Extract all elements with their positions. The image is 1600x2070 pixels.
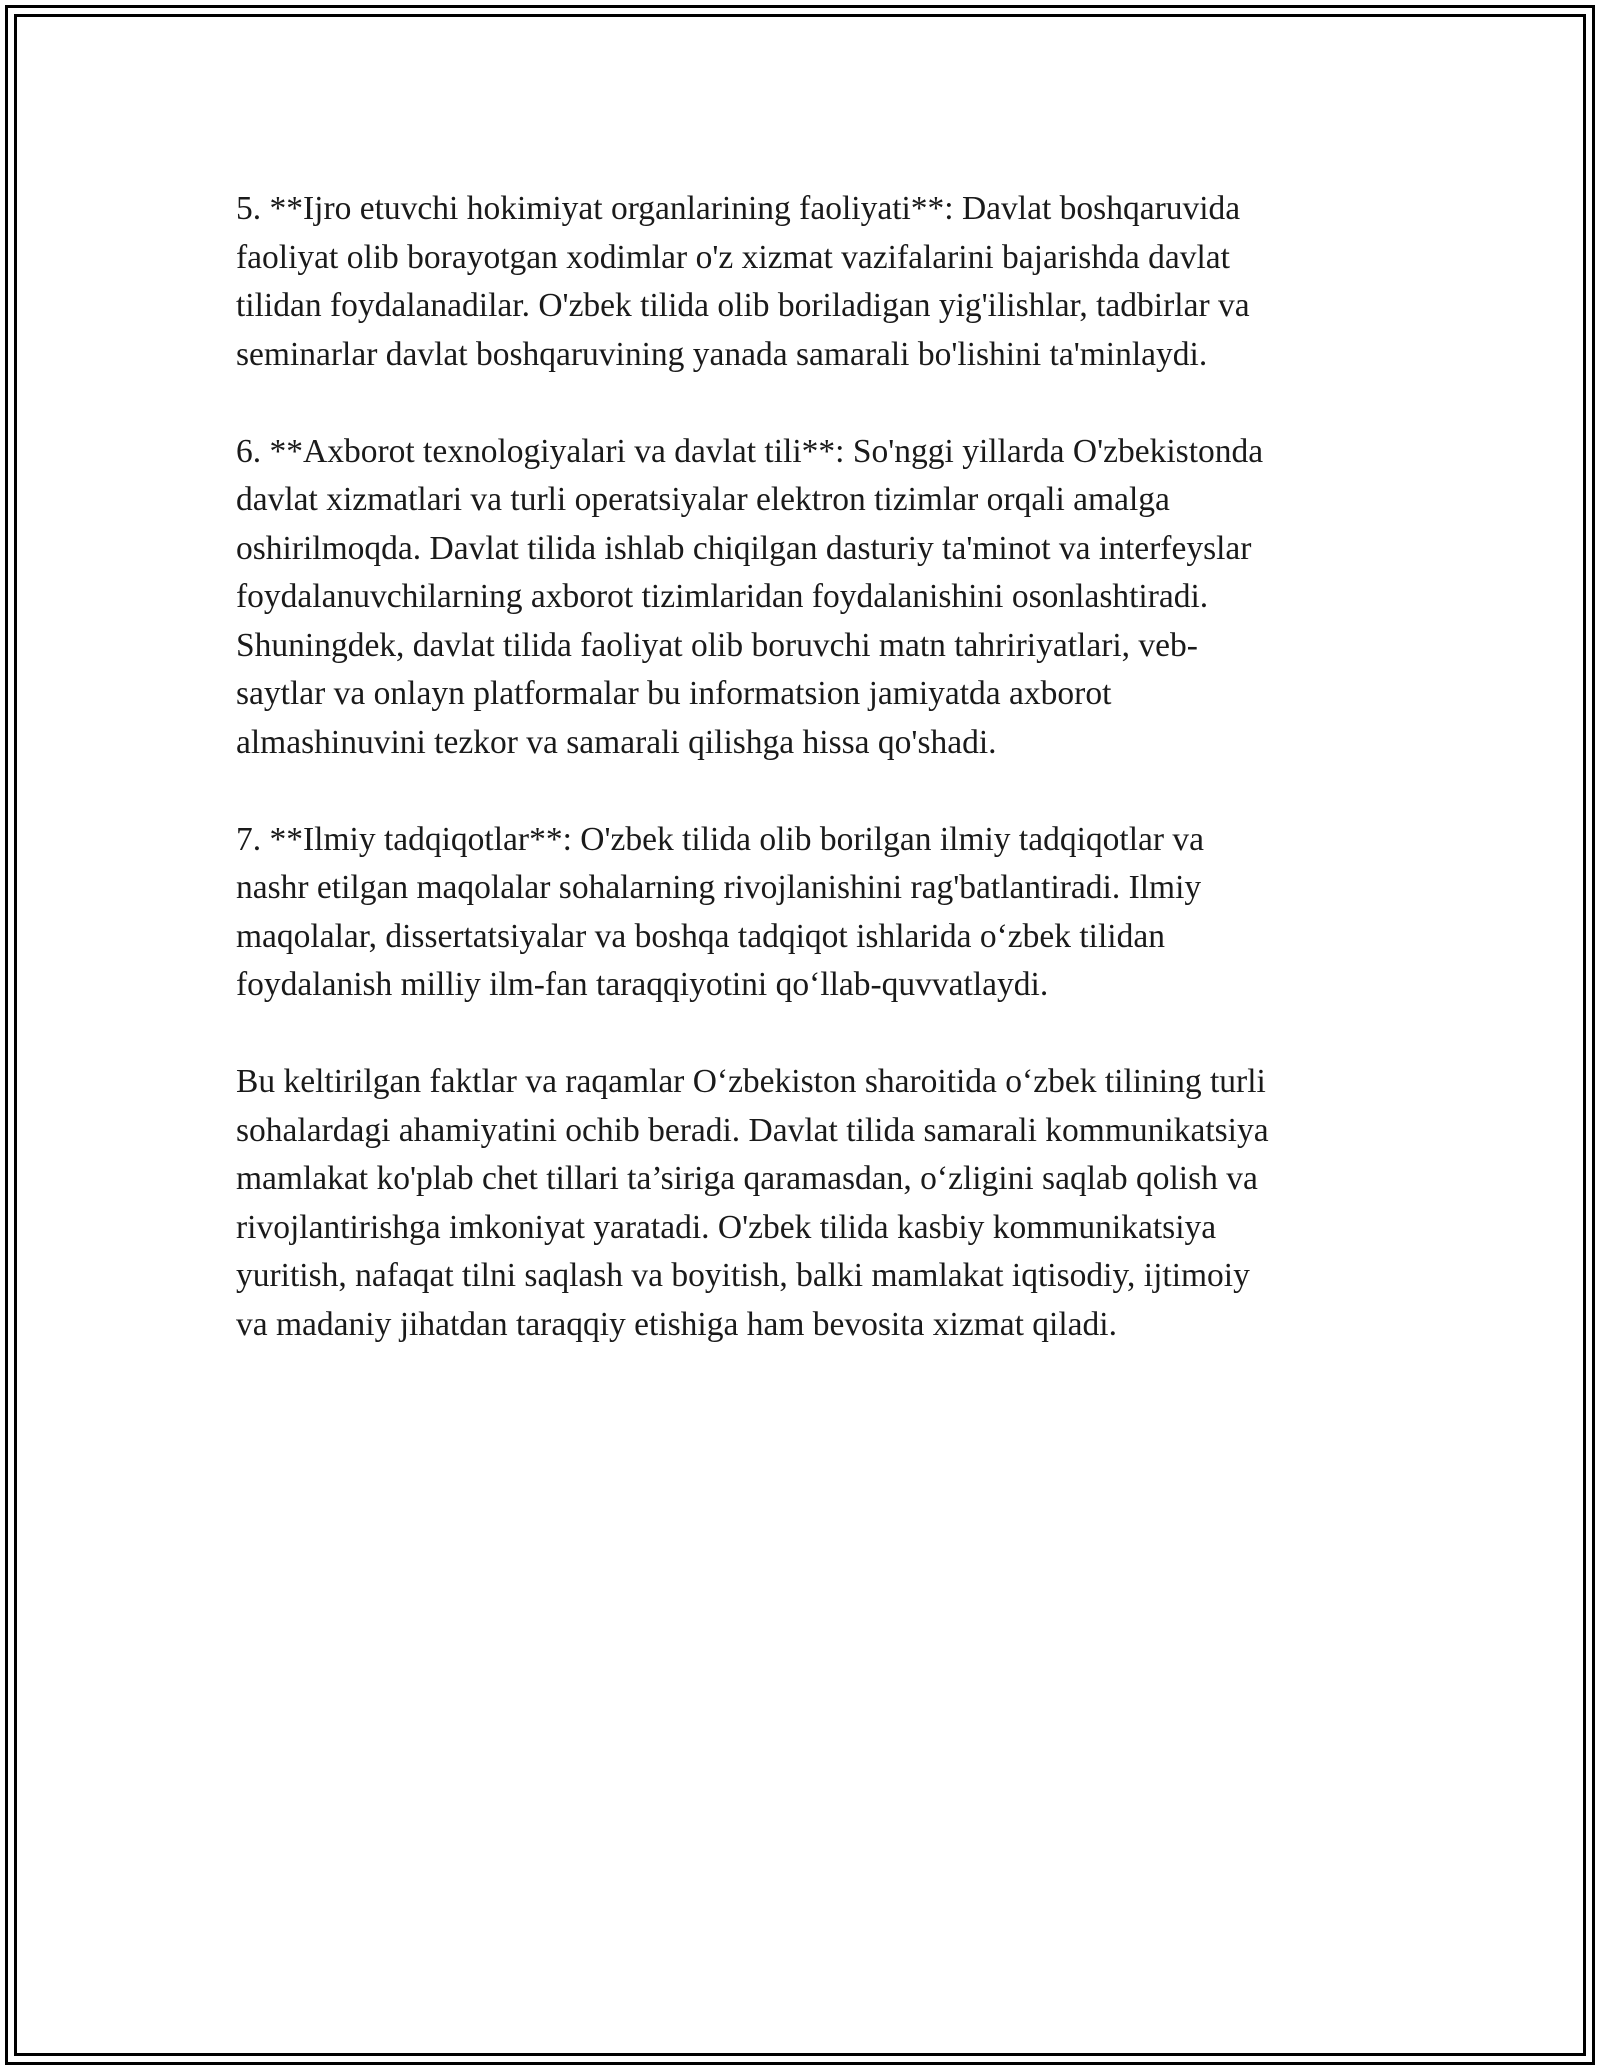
text-line: tilidan foydalanadilar. O'zbek tilida olib boriladigan yig'ilishlar, tadbirlar va bbox=[236, 287, 1250, 324]
document-body bbox=[236, 185, 1416, 1349]
text-line: maqolalar, dissertatsiyalar va boshqa tadqiqot ishlarida o‘zbek tilidan bbox=[236, 917, 1165, 955]
text-line: rivojlantirishga imkoniyat yaratadi. O'zbek tilida kasbiy kommunikatsiya bbox=[236, 1208, 1217, 1246]
text-line: foydalanish milliy ilm-fan taraqqiyotini qo‘llab-quvvatlaydi. bbox=[236, 966, 1049, 1003]
text-line: davlat xizmatlari va turli operatsiyalar elektron tizimlar orqali amalga bbox=[236, 481, 1170, 518]
text-line: saytlar va onlayn platformalar bu informatsion jamiyatda axborot bbox=[236, 675, 1112, 712]
text-line: sohalardagi ahamiyatini ochib beradi. Davlat tilida samarali kommunikatsiya bbox=[236, 1111, 1269, 1149]
text-line: 6. **Axborot texnologiyalari va davlat tili**: So'nggi yillarda O'zbekistonda bbox=[236, 432, 1264, 470]
text-line: va madaniy jihatdan taraqqiy etishiga ham bevosita xizmat qiladi. bbox=[236, 1305, 1117, 1343]
paragraph-scientific-research bbox=[236, 816, 1416, 1010]
text-line: almashinuvini tezkor va samarali qilishga hissa qo'shadi. bbox=[236, 723, 997, 761]
text-line: yuritish, nafaqat tilni saqlash va boyitish, balki mamlakat iqtisodiy, ijtimoiy bbox=[236, 1257, 1250, 1294]
text-line: nashr etilgan maqolalar sohalarning rivojlanishini rag'batlantiradi. Ilmiy bbox=[236, 869, 1202, 906]
paragraph-executive-bodies bbox=[236, 185, 1416, 379]
text-line: oshirilmoqda. Davlat tilida ishlab chiqilgan dasturiy ta'minot va interfeyslar bbox=[236, 529, 1252, 567]
text-line: Shuningdek, davlat tilida faoliyat olib boruvchi matn tahririyatlari, veb- bbox=[236, 626, 1198, 664]
paragraph-conclusion bbox=[236, 1058, 1416, 1349]
text-line: foydalanuvchilarning axborot tizimlaridan foydalanishini osonlashtiradi. bbox=[236, 578, 1209, 615]
text-line: 5. **Ijro etuvchi hokimiyat organlarining faoliyati**: Davlat boshqaruvida bbox=[236, 190, 1241, 227]
text-line: 7. **Ilmiy tadqiqotlar**: O'zbek tilida olib borilgan ilmiy tadqiqotlar va bbox=[236, 820, 1205, 858]
text-line: faoliyat olib borayotgan xodimlar o'z xizmat vazifalarini bajarishda davlat bbox=[236, 238, 1230, 276]
paragraph-information-technology bbox=[236, 428, 1416, 768]
text-line: mamlakat ko'plab chet tillari ta’siriga qaramasdan, o‘zligini saqlab qolish va bbox=[236, 1160, 1258, 1197]
text-line: Bu keltirilgan faktlar va raqamlar O‘zbekiston sharoitida o‘zbek tilining turli bbox=[236, 1063, 1266, 1100]
text-line: seminarlar davlat boshqaruvining yanada samarali bo'lishini ta'minlaydi. bbox=[236, 335, 1208, 373]
